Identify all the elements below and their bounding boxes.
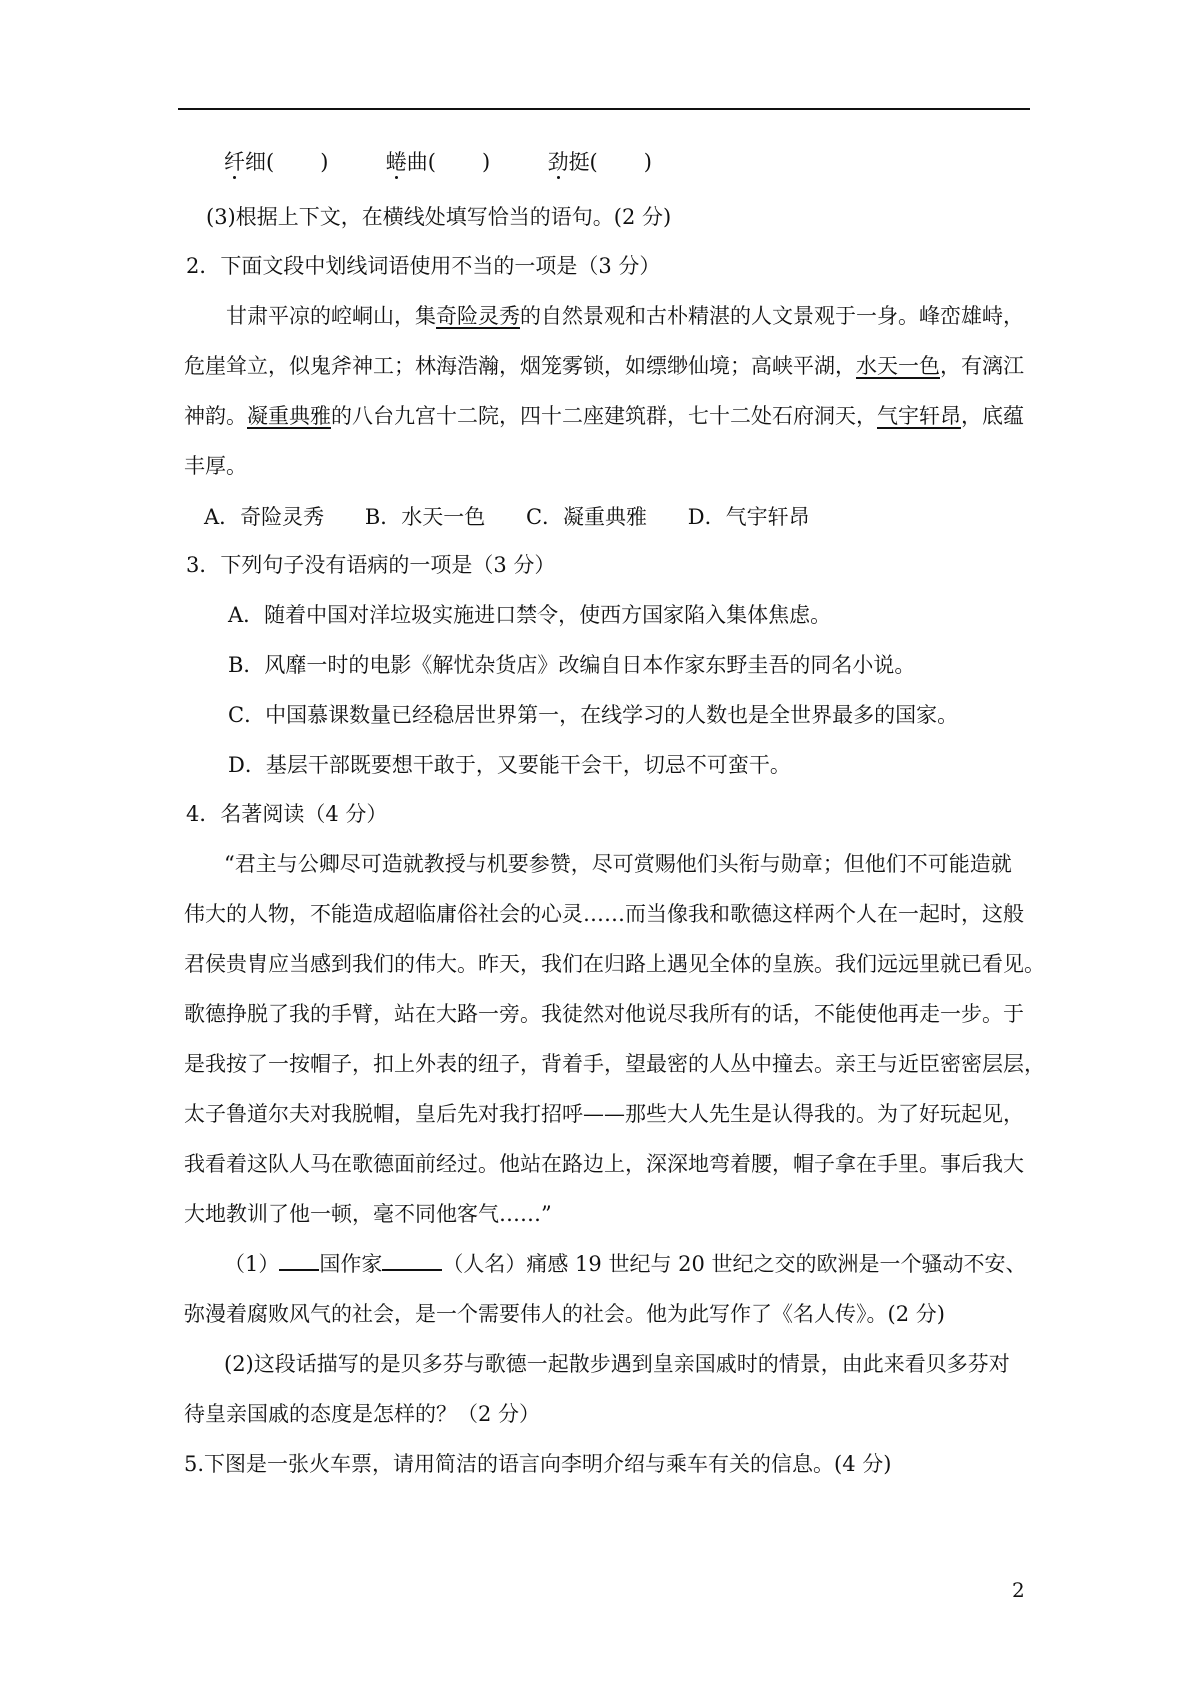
header-rule (178, 108, 1030, 110)
q4-sub1: （1） 国作家 （人名）痛感 19 世纪与 20 世纪之交的欧洲是一个骚动不安、 (224, 1249, 1027, 1279)
q4-sub2: (2)这段话描写的是贝多芬与歌德一起散步遇到皇亲国戚时的情景，由此来看贝多芬对 (224, 1352, 1010, 1376)
q2-passage-line: 神韵。凝重典雅的八台九宫十二院，四十二座建筑群，七十二处石府洞天，气宇轩昂，底蕴 (184, 404, 1024, 428)
blank-author[interactable] (382, 1249, 442, 1271)
passage-line: 我看着这队人马在歌德面前经过。他站在路边上，深深地弯着腰，帽子拿在手里。事后我大 (184, 1152, 1024, 1176)
underlined-term: 水天一色 (856, 354, 940, 378)
passage-line: 伟大的人物，不能造成超临庸俗社会的心灵……而当像我和歌德这样两个人在一起时，这般 (184, 902, 1024, 926)
underlined-term: 凝重典雅 (247, 404, 331, 428)
q2-passage-line: 危崖耸立，似鬼斧神工；林海浩瀚，烟笼雾锁，如缥缈仙境；高峡平湖，水天一色，有漓江 (184, 354, 1024, 378)
underlined-term: 奇险灵秀 (436, 304, 520, 328)
option-d: D．气宇轩昂 (687, 505, 810, 529)
q2-options (204, 502, 810, 532)
q4-sub2-cont: 待皇亲国戚的态度是怎样的？（2 分） (184, 1402, 541, 1426)
passage-line: 太子鲁道尔夫对我脱帽，皇后先对我打招呼——那些大人先生是认得我的。为了好玩起见， (184, 1102, 1024, 1126)
page-number: 2 (1012, 1578, 1025, 1602)
option-c: C．凝重典雅 (525, 505, 648, 529)
option-a: A．奇险灵秀 (204, 505, 325, 529)
option-c: C．中国慕课数量已经稳居世界第一，在线学习的人数也是全世界最多的国家。 (228, 703, 959, 727)
passage-line: 是我按了一按帽子，扣上外表的纽子，背着手，望最密的人丛中撞去。亲王与近臣密密层层， (184, 1052, 1045, 1076)
pinyin-items-line (224, 147, 652, 177)
q5-title: 5.下图是一张火车票，请用简洁的语言向李明介绍与乘车有关的信息。(4 分) (184, 1452, 892, 1476)
pinyin-item: 蜷曲( ) (385, 150, 491, 174)
pinyin-item: 劲挺( ) (547, 150, 652, 174)
q4-title: 4．名著阅读（4 分） (186, 802, 388, 826)
passage-line: “君主与公卿尽可造就教授与机要参赞，尽可赏赐他们头衔与勋章；但他们不可能造就 (224, 852, 1012, 876)
passage-line: 君侯贵胄应当感到我们的伟大。昨天，我们在归路上遇见全体的皇族。我们远远里就已看见。 (184, 952, 1045, 976)
passage-line: 歌德挣脱了我的手臂，站在大路一旁。我徒然对他说尽我所有的话，不能使他再走一步。于 (184, 1002, 1024, 1026)
option-d: D．基层干部既要想干敢于，又要能干会干，切忌不可蛮干。 (228, 753, 791, 777)
q2-passage-line: 丰厚。 (184, 454, 247, 478)
option-b: B．风靡一时的电影《解忧杂货店》改编自日本作家东野圭吾的同名小说。 (228, 653, 916, 677)
q3-title: 3．下列句子没有语病的一项是（3 分） (186, 553, 556, 577)
blank-country[interactable] (279, 1249, 319, 1271)
q4-sub1-cont: 弥漫着腐败风气的社会，是一个需要伟人的社会。他为此写作了《名人传》。(2 分) (184, 1302, 945, 1326)
option-a: A．随着中国对洋垃圾实施进口禁令，使西方国家陷入集体焦虑。 (228, 603, 832, 627)
passage-line: 大地教训了他一顿，毫不同他客气……” (184, 1202, 552, 1226)
q2-passage-line: 甘肃平凉的崆峒山，集奇险灵秀的自然景观和古朴精湛的人文景观于一身。峰峦雄峙， (226, 304, 1024, 328)
underlined-term: 气宇轩昂 (877, 404, 961, 428)
option-b: B．水天一色 (364, 505, 486, 529)
q1-sub3: (3)根据上下文，在横线处填写恰当的语句。(2 分) (206, 205, 672, 229)
q2-title: 2．下面文段中划线词语使用不当的一项是（3 分） (186, 254, 661, 278)
pinyin-item: 纤细( ) (224, 150, 329, 174)
